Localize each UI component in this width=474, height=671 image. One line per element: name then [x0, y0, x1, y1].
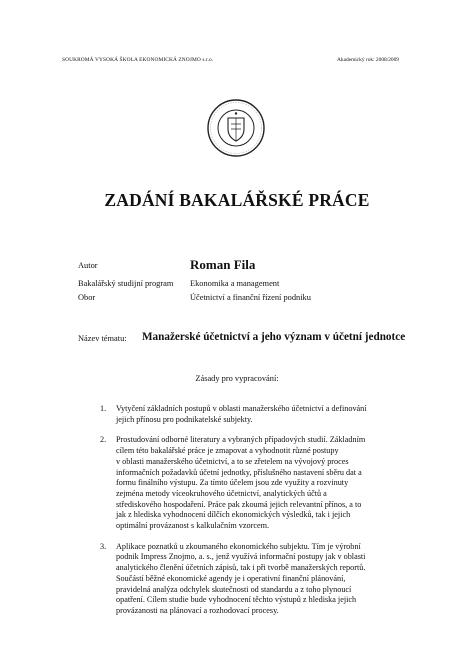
list-item-line: Vytyčení základních postupů v oblasti manažerského účetnictví a definování [116, 404, 367, 413]
list-item-number: 3. [100, 541, 107, 551]
academic-year-header: Akademický rok: 2008/2009 [337, 57, 399, 63]
list-item [100, 435, 400, 531]
list-item-line: formu finálního výstupu. Za tímto účelem jsou zde využity a rozvinuty [116, 478, 349, 488]
topic-value: Manažerské účetnictví a jeho význam v účetní jednotce [142, 331, 406, 343]
list-item-line: informačních požadavků účetní jednotky, příslušného nastavení sběru dat a [116, 467, 362, 477]
topic-label: Název tématu: [78, 334, 127, 343]
list-item-line: opatření. Cílem studie bude vyhodnocení těchto výstupů z hlediska jejich [116, 595, 357, 605]
list-item-line: podnik Impress Znojmo, a. s., jenž využívá informační postupy jak v oblasti [116, 552, 366, 562]
list-item-line: jejich přínosu pro podnikatelské subjekty. [116, 414, 253, 424]
document-title: ZADÁNÍ BAKALÁŘSKÉ PRÁCE [104, 190, 370, 210]
program-value: Ekonomika a management [190, 279, 280, 288]
author-value: Roman Fila [190, 257, 256, 272]
list-item-line: Prostudování odborné literatury a vybraných případových studií. Základním [116, 435, 366, 445]
list-item [100, 404, 400, 425]
field-value: Účetnictví a finanční řízení podniku [190, 293, 311, 302]
principles-list [100, 404, 400, 627]
principles-heading: Zásady pro vypracování: [195, 374, 279, 383]
university-seal-icon [206, 98, 266, 158]
list-item-line: jak z hlediska vyhodnocení dílčích ekonomických výsledků, tak i jejich [116, 510, 351, 520]
program-label: Bakalářský studijní program [78, 279, 174, 288]
school-name-header: SOUKROMÁ VYSOKÁ ŠKOLA EKONOMICKÁ ZNOJMO s.r.o. [62, 57, 214, 63]
field-label: Obor [78, 293, 96, 302]
topic-row [78, 331, 406, 343]
author-label: Autor [78, 261, 98, 270]
list-item-line: v oblasti manažerského účetnictví, a to se zřetelem na vývojový proces [116, 456, 349, 466]
list-item-number: 2. [100, 435, 107, 445]
list-item-line: Aplikace poznatků u zkoumaného ekonomického subjektu. Tím je výrobní [116, 541, 361, 551]
list-item-number: 1. [100, 404, 107, 413]
list-item-line: střediskového hospodaření. Práce pak zkoumá jejich relevantní přínos, a to [116, 499, 362, 509]
list-item-line: zejména metody víceokruhového účetnictví, analytických účtů a [116, 488, 327, 498]
list-item-line: pravidelná analýza odchylek skutečnosti od standardu a z toho plynoucí [116, 584, 352, 594]
list-item-line: provázanosti na plánovací a rozhodovací procesy. [116, 605, 279, 615]
list-item-line: analytického členění účetních zápisů, tak i při tvorbě manažerských reportů. [116, 563, 366, 573]
list-item-line: cílem této bakalářské práce je zmapovat a vyhodnotit různé postupy [116, 446, 339, 456]
list-item [100, 542, 400, 617]
list-item-line: Součástí běžné ekonomické agendy je i operativní finanční plánování, [116, 573, 346, 583]
list-item-line: optimální provázanost s kalkulačním vzorcem. [116, 521, 270, 531]
